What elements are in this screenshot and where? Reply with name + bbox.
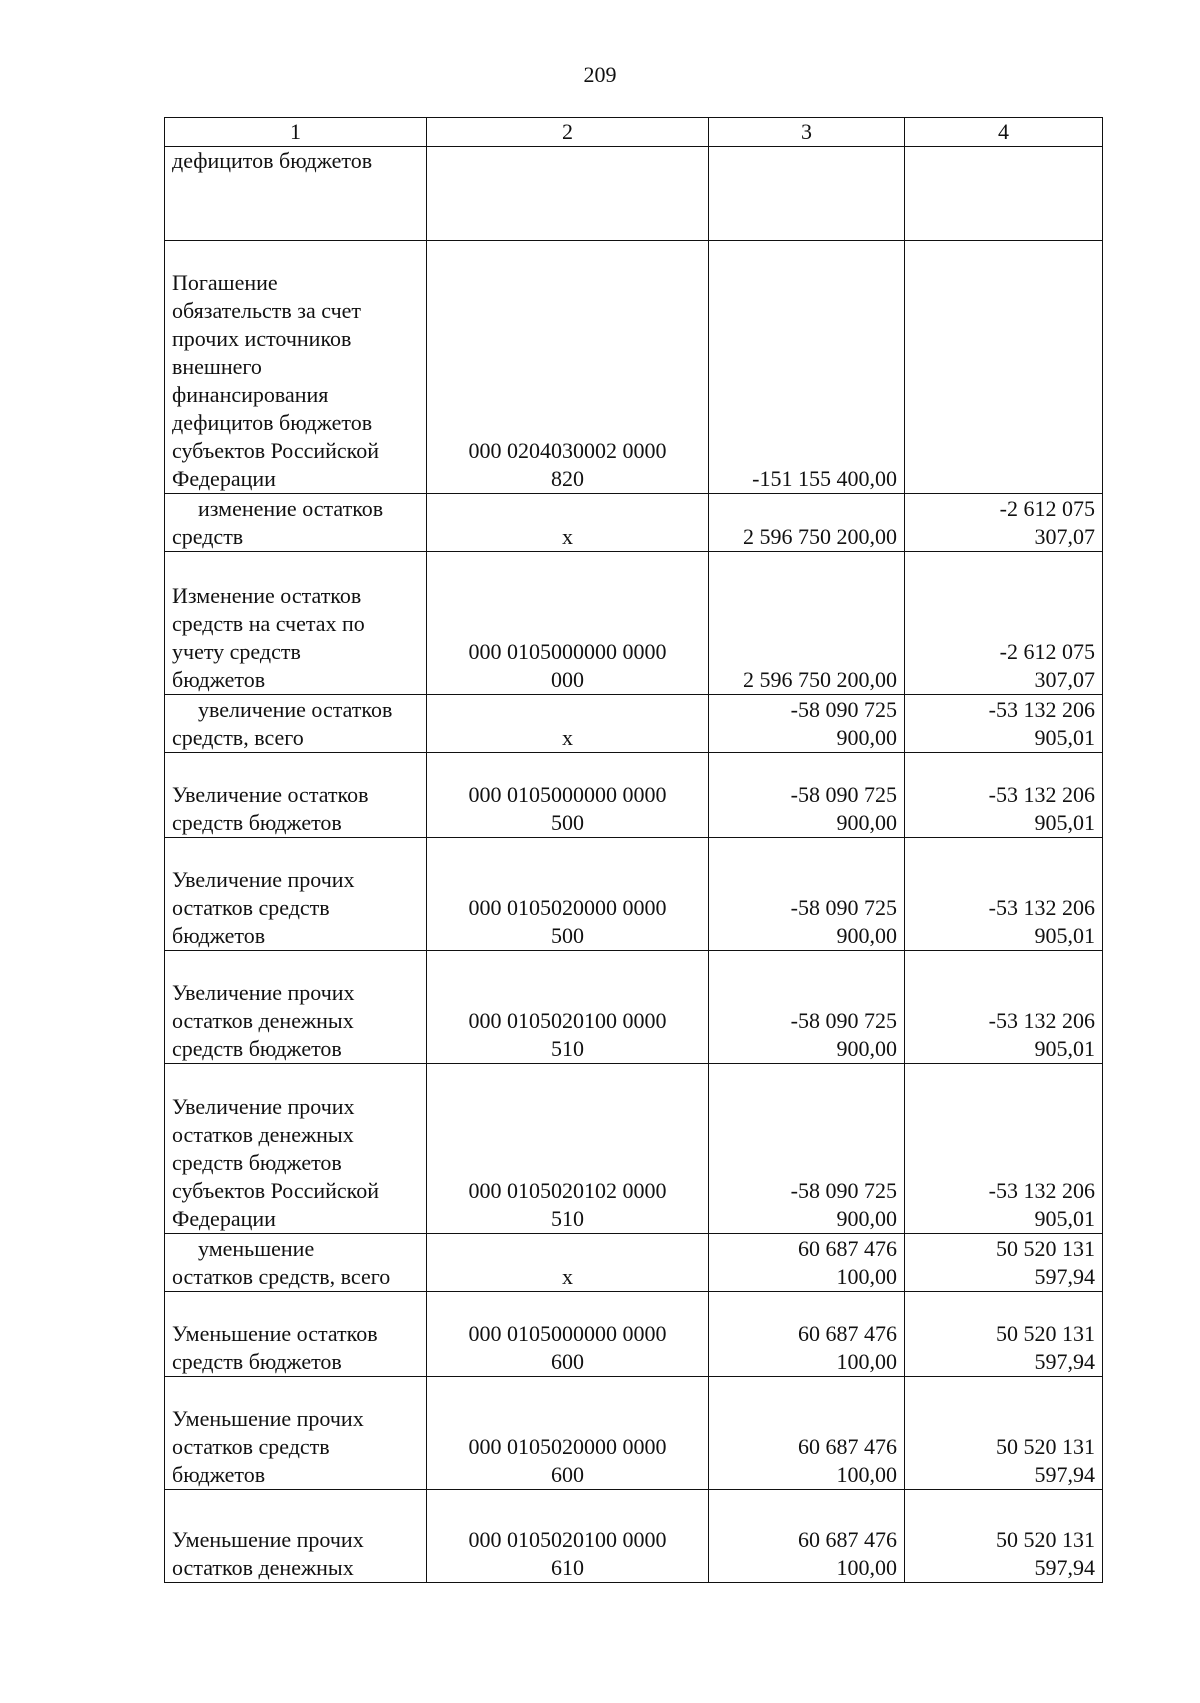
row-value-col4: -53 132 206 905,01 <box>905 753 1103 838</box>
row-code: 000 0105000000 0000 600 <box>427 1292 709 1377</box>
row-code: х <box>427 1234 709 1292</box>
row-label: Увеличение прочих остатков денежных средств бюджетов <box>165 951 427 1064</box>
column-number-1: 1 <box>165 118 427 147</box>
row-value-col4: -53 132 206 905,01 <box>905 1064 1103 1234</box>
row-value-col3: 2 596 750 200,00 <box>709 552 905 695</box>
row-code: х <box>427 695 709 753</box>
row-code: 000 0105020000 0000 600 <box>427 1377 709 1490</box>
table-row <box>165 241 1103 494</box>
row-label: Увеличение прочих остатков средств бюджетов <box>165 838 427 951</box>
table-row <box>165 838 1103 951</box>
row-code: 000 0105000000 0000 000 <box>427 552 709 695</box>
row-value-col4: -53 132 206 905,01 <box>905 951 1103 1064</box>
row-label: Увеличение остатков средств бюджетов <box>165 753 427 838</box>
row-code: 000 0105020000 0000 500 <box>427 838 709 951</box>
row-value-col3: -151 155 400,00 <box>709 241 905 494</box>
row-value-col4: -53 132 206 905,01 <box>905 838 1103 951</box>
row-value-col4: 50 520 131 597,94 <box>905 1234 1103 1292</box>
row-code: х <box>427 494 709 552</box>
row-code <box>427 147 709 241</box>
row-value-col4: 50 520 131 597,94 <box>905 1490 1103 1583</box>
row-value-col3: 2 596 750 200,00 <box>709 494 905 552</box>
table-row <box>165 1292 1103 1377</box>
row-label: Уменьшение прочих остатков денежных <box>165 1490 427 1583</box>
row-value-col3: -58 090 725 900,00 <box>709 695 905 753</box>
row-value-col3: 60 687 476 100,00 <box>709 1234 905 1292</box>
table-row <box>165 147 1103 241</box>
row-value-col4: -53 132 206 905,01 <box>905 695 1103 753</box>
table-row <box>165 1064 1103 1234</box>
row-value-col3: 60 687 476 100,00 <box>709 1490 905 1583</box>
row-label: увеличение остатков средств, всего <box>165 695 427 753</box>
row-value-col4 <box>905 147 1103 241</box>
row-value-col3 <box>709 147 905 241</box>
row-value-col3: -58 090 725 900,00 <box>709 951 905 1064</box>
column-number-4: 4 <box>905 118 1103 147</box>
row-value-col4: -2 612 075 307,07 <box>905 552 1103 695</box>
budget-table <box>164 117 1103 1583</box>
row-code: 000 0204030002 0000 820 <box>427 241 709 494</box>
row-value-col3: -58 090 725 900,00 <box>709 753 905 838</box>
row-label: Погашение обязательств за счет прочих источников внешнего финансирования дефицитов бюджетов субъектов Российской Федерации <box>165 241 427 494</box>
row-value-col4 <box>905 241 1103 494</box>
table-row <box>165 695 1103 753</box>
row-value-col3: -58 090 725 900,00 <box>709 1064 905 1234</box>
table-header-row <box>165 118 1103 147</box>
row-value-col3: -58 090 725 900,00 <box>709 838 905 951</box>
table-row <box>165 552 1103 695</box>
row-label: Увеличение прочих остатков денежных средств бюджетов субъектов Российской Федерации <box>165 1064 427 1234</box>
row-label: уменьшение остатков средств, всего <box>165 1234 427 1292</box>
table-row <box>165 753 1103 838</box>
table-row <box>165 1377 1103 1490</box>
page-number: 209 <box>583 62 617 87</box>
row-label: изменение остатков средств <box>165 494 427 552</box>
row-value-col4: -2 612 075 307,07 <box>905 494 1103 552</box>
column-number-3: 3 <box>709 118 905 147</box>
row-code: 000 0105020102 0000 510 <box>427 1064 709 1234</box>
row-label: дефицитов бюджетов <box>165 147 427 241</box>
row-code: 000 0105000000 0000 500 <box>427 753 709 838</box>
row-value-col3: 60 687 476 100,00 <box>709 1377 905 1490</box>
row-label: Уменьшение остатков средств бюджетов <box>165 1292 427 1377</box>
table-row <box>165 951 1103 1064</box>
row-label: Изменение остатков средств на счетах по учету средств бюджетов <box>165 552 427 695</box>
row-value-col4: 50 520 131 597,94 <box>905 1377 1103 1490</box>
row-value-col4: 50 520 131 597,94 <box>905 1292 1103 1377</box>
row-code: 000 0105020100 0000 510 <box>427 951 709 1064</box>
row-label: Уменьшение прочих остатков средств бюджетов <box>165 1377 427 1490</box>
row-code: 000 0105020100 0000 610 <box>427 1490 709 1583</box>
table-row <box>165 1490 1103 1583</box>
column-number-2: 2 <box>427 118 709 147</box>
table-row <box>165 494 1103 552</box>
table-row <box>165 1234 1103 1292</box>
row-value-col3: 60 687 476 100,00 <box>709 1292 905 1377</box>
